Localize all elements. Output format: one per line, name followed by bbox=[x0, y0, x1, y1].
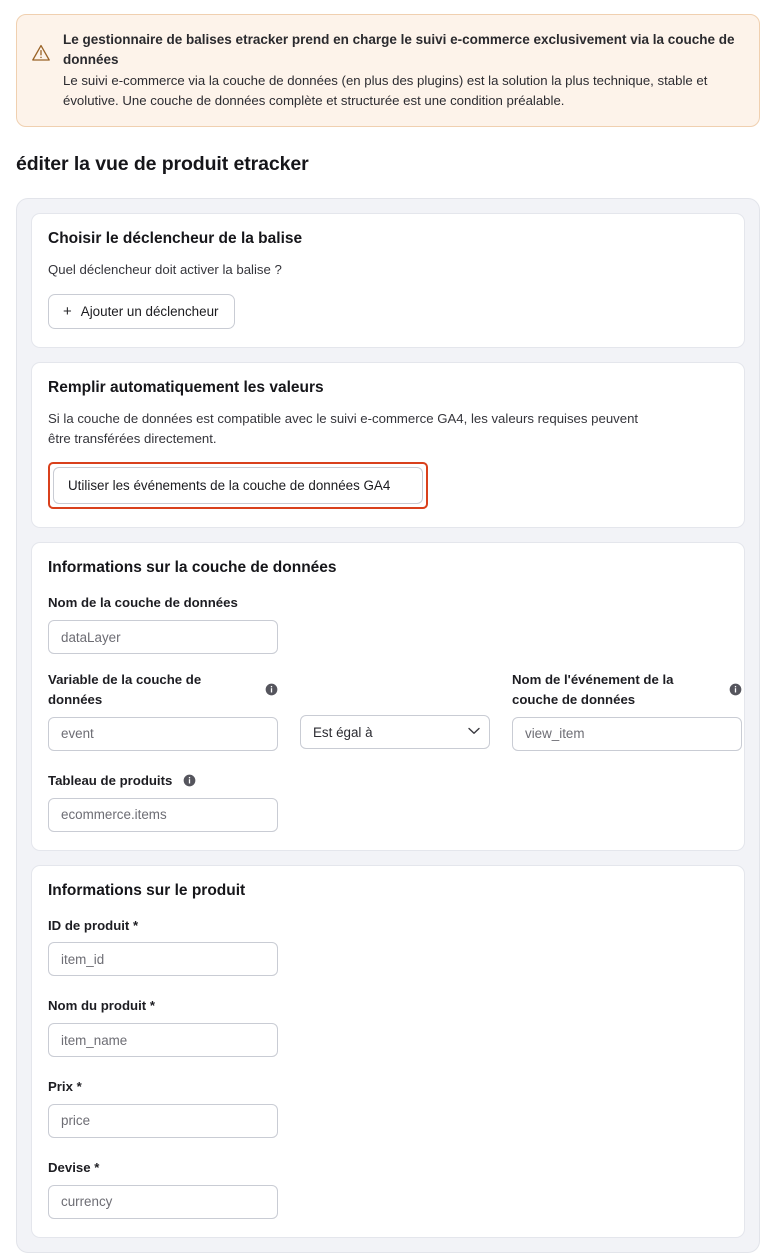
use-ga4-datalayer-events-button[interactable]: Utiliser les événements de la couche de données GA4 bbox=[53, 467, 423, 504]
product-price-input[interactable] bbox=[48, 1104, 278, 1138]
products-array-input[interactable] bbox=[48, 798, 278, 832]
product-name-field bbox=[48, 996, 728, 1057]
trigger-card-title: Choisir le déclencheur de la balise bbox=[48, 229, 303, 247]
datalayer-card-title: Informations sur la couche de données bbox=[48, 559, 337, 577]
trigger-card bbox=[31, 213, 745, 348]
datalayer-variable-field bbox=[48, 670, 278, 751]
datalayer-operator-label bbox=[300, 670, 490, 708]
add-trigger-button[interactable] bbox=[48, 294, 235, 329]
datalayer-variable-label bbox=[48, 670, 278, 710]
datalayer-event-name-input[interactable] bbox=[512, 717, 742, 751]
info-icon[interactable] bbox=[729, 683, 742, 696]
datalayer-name-field bbox=[48, 593, 728, 654]
ga4-button-highlight bbox=[48, 462, 428, 509]
alert-text: Le suivi e-commerce via la couche de données (en plus des plugins) est la solution la plus technique, stable et évolutive. Une couche de données complète et structurée est une condition préalable. bbox=[63, 73, 708, 108]
datalayer-variable-row bbox=[48, 670, 728, 751]
datalayer-event-name-label bbox=[512, 670, 742, 710]
datalayer-name-input[interactable] bbox=[48, 620, 278, 654]
operator-select[interactable] bbox=[300, 715, 490, 749]
product-name-label: Nom du produit * bbox=[48, 998, 155, 1014]
product-currency-input[interactable] bbox=[48, 1185, 278, 1219]
autofill-card-title: Remplir automatiquement les valeurs bbox=[48, 378, 324, 396]
datalayer-event-name-field bbox=[512, 670, 742, 751]
autofill-card bbox=[31, 362, 745, 529]
product-card bbox=[31, 865, 745, 1238]
product-price-field bbox=[48, 1077, 728, 1138]
product-id-label: ID de produit * bbox=[48, 917, 139, 933]
datalayer-card bbox=[31, 542, 745, 850]
product-currency-label: Devise * bbox=[48, 1159, 100, 1175]
datalayer-variable-input[interactable] bbox=[48, 717, 278, 751]
products-array-label-text: Tableau de produits bbox=[48, 772, 173, 788]
trigger-card-description: Quel déclencheur doit activer la balise ? bbox=[48, 261, 282, 277]
product-price-label: Prix * bbox=[48, 1079, 82, 1095]
add-trigger-label: Ajouter un déclencheur bbox=[80, 303, 219, 319]
products-array-field bbox=[48, 771, 728, 832]
product-name-input[interactable] bbox=[48, 1023, 278, 1057]
product-currency-field bbox=[48, 1158, 728, 1219]
datalayer-event-name-label-text: Nom de l'événement de la couche de données bbox=[512, 672, 674, 707]
product-card-title: Informations sur le produit bbox=[48, 881, 246, 899]
datalayer-name-label: Nom de la couche de données bbox=[48, 595, 238, 611]
info-icon[interactable] bbox=[183, 774, 196, 787]
datalayer-operator-field bbox=[300, 670, 490, 751]
product-id-field bbox=[48, 916, 728, 977]
operator-select-wrap bbox=[300, 715, 490, 749]
product-id-input[interactable] bbox=[48, 942, 278, 976]
tag-editor-form bbox=[16, 198, 760, 1253]
alert-title: Le gestionnaire de balises etracker prend en charge le suivi e-commerce exclusivement via la couche de données bbox=[63, 32, 735, 67]
warning-triangle-icon bbox=[31, 43, 51, 63]
plus-icon: + bbox=[63, 302, 72, 320]
datalayer-variable-label-text: Variable de la couche de données bbox=[48, 672, 202, 707]
info-icon[interactable] bbox=[265, 683, 278, 696]
ecommerce-datalayer-alert bbox=[16, 14, 760, 127]
alert-body bbox=[63, 29, 743, 110]
products-array-label bbox=[48, 771, 728, 791]
autofill-card-description: Si la couche de données est compatible avec le suivi e-commerce GA4, les valeurs requises peuvent être transférées directement. bbox=[48, 410, 639, 446]
page-title: éditer la vue de produit etracker bbox=[16, 152, 309, 175]
